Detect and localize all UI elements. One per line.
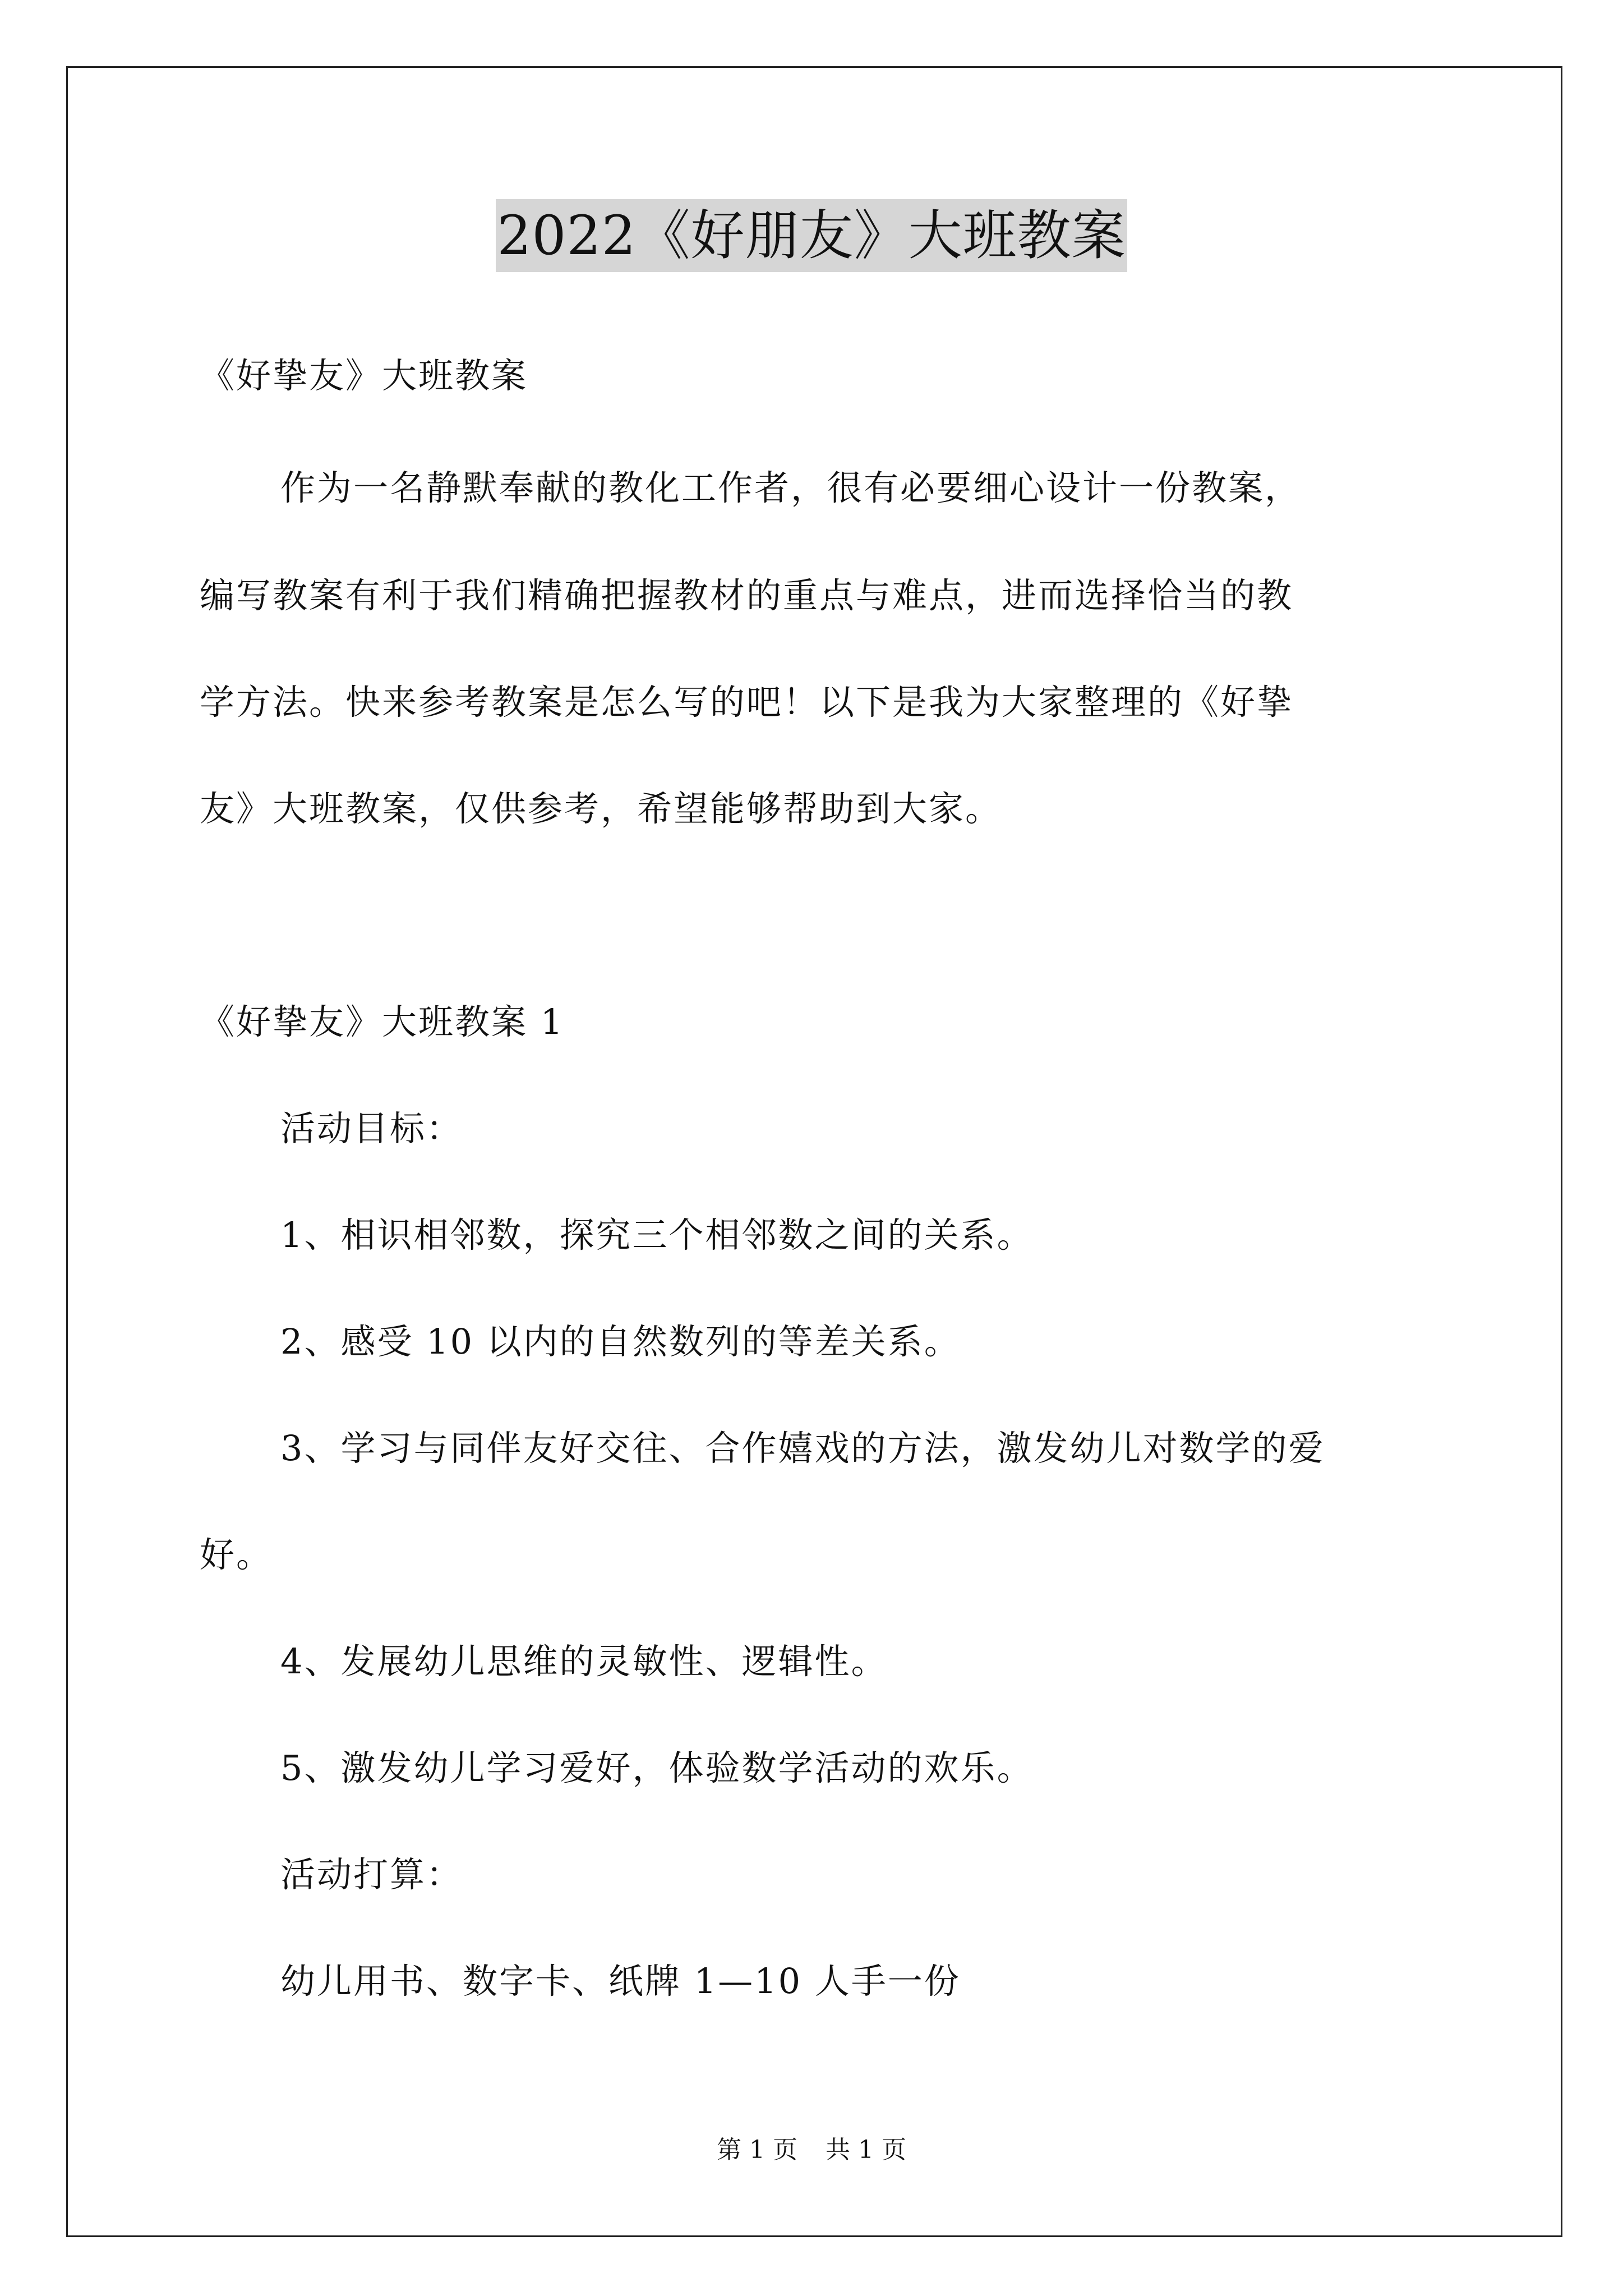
section-heading: 《好挚友》大班教案 1 (200, 1001, 565, 1042)
goal-item-2: 2、感受 10 以内的自然数列的等差关系。 (280, 1321, 961, 1362)
page-number-total: 共 1 页 (826, 2136, 906, 2164)
document-title: 2022《好朋友》大班教案 (496, 199, 1127, 272)
prep-heading: 活动打算： (280, 1854, 463, 1895)
intro-line-2: 编写教案有利于我们精确把握教材的重点与难点，进而选择恰当的教 (200, 575, 1294, 616)
goal-item-5: 5、激发幼儿学习爱好，体验数学活动的欢乐。 (280, 1747, 1034, 1788)
goal-item-4: 4、发展幼儿思维的灵敏性、逻辑性。 (280, 1641, 888, 1682)
page-footer (0, 2133, 1623, 2167)
goal-item-1: 1、相识相邻数，探究三个相邻数之间的关系。 (280, 1214, 1034, 1255)
goals-heading: 活动目标： (280, 1108, 463, 1149)
document-subtitle: 《好挚友》大班教案 (200, 355, 528, 396)
prep-line: 幼儿用书、数字卡、纸牌 1—10 人手一份 (280, 1961, 961, 2001)
intro-line-1: 作为一名静默奉献的教化工作者，很有必要细心设计一份教案， (280, 467, 1302, 508)
intro-line-3: 学方法。快来参考教案是怎么写的吧！以下是我为大家整理的《好挚 (200, 682, 1294, 723)
title-container (0, 199, 1623, 272)
goal-item-3-continued: 好。 (200, 1534, 273, 1575)
intro-line-4: 友》大班教案，仅供参考，希望能够帮助到大家。 (200, 788, 1002, 829)
goal-item-3: 3、学习与同伴友好交往、合作嬉戏的方法，激发幼儿对数学的爱 (280, 1428, 1325, 1469)
page-number-current: 第 1 页 (717, 2136, 797, 2164)
